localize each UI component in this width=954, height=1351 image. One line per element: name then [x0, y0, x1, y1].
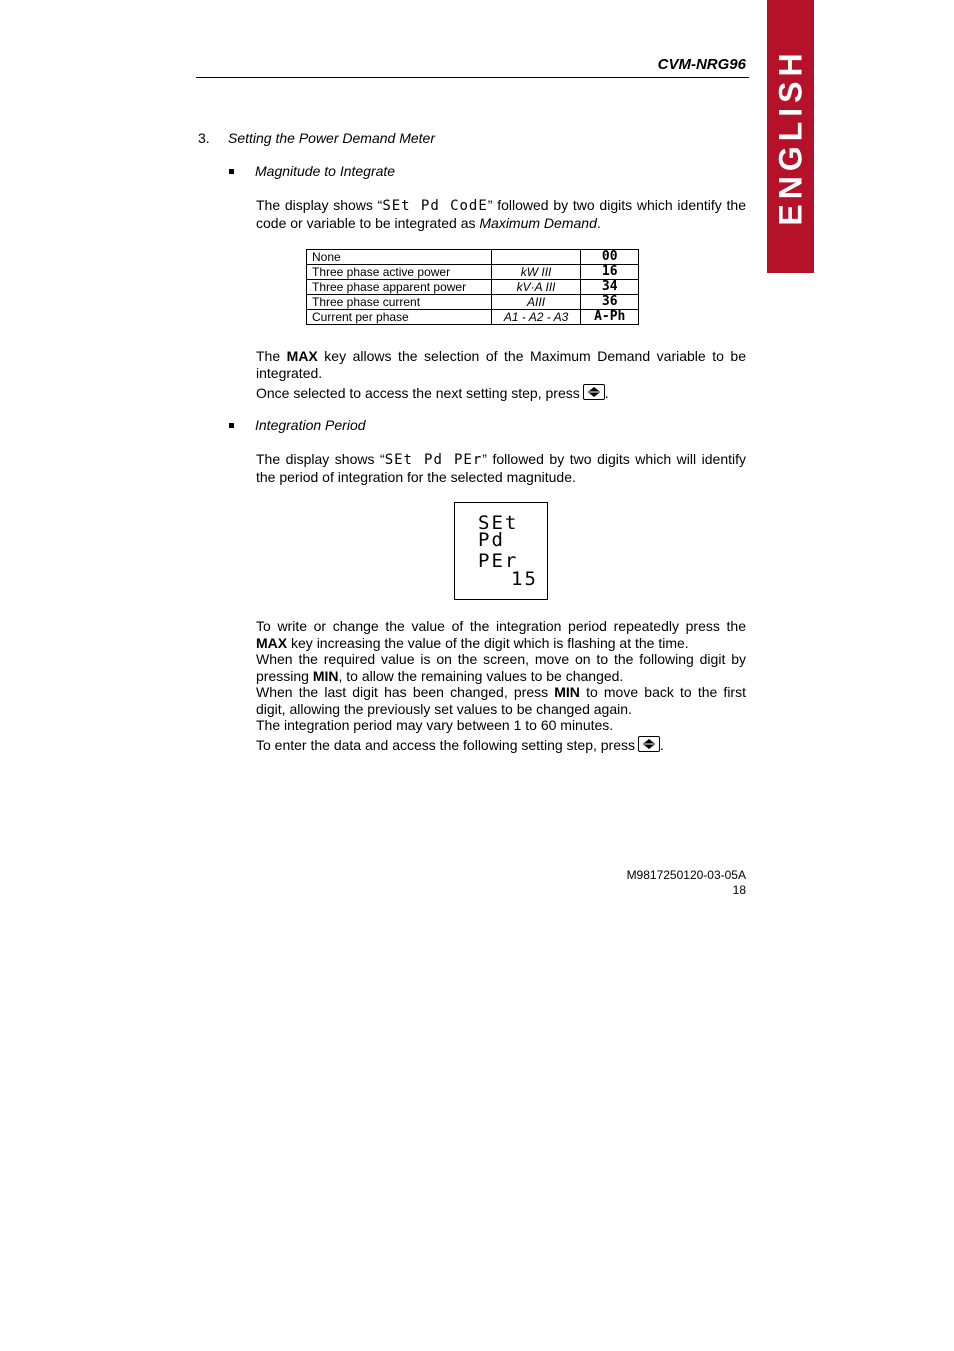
magnitude-code: A-Ph [581, 310, 639, 325]
paragraph-text: When the last digit has been changed, press [256, 684, 555, 700]
document-title: CVM-NRG96 [657, 56, 746, 73]
paragraph-text: Once selected to access the next setting step, press [256, 385, 580, 401]
period-range-note: The integration period may vary between 1 to 60 minutes. [256, 717, 614, 733]
table-row [307, 265, 639, 280]
document-code: M9817250120-03-05A [626, 868, 746, 882]
magnitude-code: 16 [581, 265, 639, 280]
paragraph-text: To enter the data and access the following setting step, press [256, 737, 636, 753]
display-line-3: PEr [478, 550, 519, 572]
table-row [307, 280, 639, 295]
magnitude-name: Three phase apparent power [307, 280, 492, 295]
max-key-label: MAX [286, 348, 318, 364]
intro-text: ” followed by two digits which identify the code or variable to be integrated as [256, 197, 747, 231]
magnitude-name: Current per phase [307, 310, 492, 325]
setup-key-icon [638, 736, 660, 752]
min-key-label: MIN [312, 668, 339, 684]
display-text-set-pd-code: SEt Pd CodE [382, 198, 488, 214]
magnitude-unit: AIII [491, 295, 581, 310]
display-line-1: SEt [478, 512, 519, 534]
section-title: Setting the Power Demand Meter [228, 130, 435, 146]
intro-text: . [596, 215, 601, 231]
display-line-4: 15 [511, 568, 538, 590]
magnitude-code: 36 [581, 295, 639, 310]
language-tab [767, 0, 814, 273]
period-intro [256, 451, 746, 486]
language-tab-label: ENGLISH [772, 47, 808, 226]
table-row [307, 250, 639, 265]
paragraph-text: , to allow the remaining values to be changed. [338, 668, 624, 684]
intro-text: The display shows “ [256, 451, 385, 467]
paragraph-text: When the required value is on the screen, move on to the following digit by pressing [256, 651, 746, 684]
magnitude-code: 00 [581, 250, 639, 265]
intro-text: ” followed by two digits which will identify the period of integration for the selected magnitude. [256, 451, 746, 485]
period-enter-instruction: To enter the data and access the following setting step, press . [256, 737, 664, 753]
table-row [307, 295, 639, 310]
magnitude-unit: kV·A III [491, 280, 581, 295]
bullet-marker [229, 423, 234, 428]
setup-key-icon [583, 384, 605, 400]
paragraph-text: key increasing the value of the digit which is flashing at the time. [287, 635, 689, 651]
display-line-2: Pd [478, 529, 505, 551]
subsection-period-label: Integration Period [255, 417, 366, 433]
meter-display [454, 502, 548, 600]
paragraph-text: to move back to the first digit, allowing the previously set values to be changed again. [256, 684, 746, 717]
table-row [307, 310, 639, 325]
period-next-digit-instruction [256, 651, 746, 685]
period-write-instruction [256, 618, 746, 652]
max-key-label: MAX [256, 635, 288, 651]
min-key-label: MIN [554, 684, 580, 700]
magnitude-unit: A1 - A2 - A3 [491, 310, 581, 325]
magnitude-code: 34 [581, 280, 639, 295]
paragraph-text: The [256, 348, 287, 364]
magnitude-unit [491, 250, 581, 265]
section-number: 3. [198, 130, 210, 146]
magnitude-name: Three phase current [307, 295, 492, 310]
bullet-marker [229, 169, 234, 174]
magnitude-name: None [307, 250, 492, 265]
header-divider [196, 77, 749, 78]
next-step-instruction: Once selected to access the next setting step, press . [256, 385, 609, 401]
page-number: 18 [732, 883, 746, 897]
paragraph-text: key allows the selection of the Maximum Demand variable to be integrated. [256, 348, 746, 381]
magnitude-code-table [306, 249, 639, 325]
intro-emphasis: Maximum Demand [479, 215, 597, 231]
period-last-digit-instruction [256, 684, 746, 718]
intro-text: The display shows “ [256, 197, 383, 213]
magnitude-name: Three phase active power [307, 265, 492, 280]
magnitude-unit: kW III [491, 265, 581, 280]
max-key-description [256, 348, 746, 382]
paragraph-text: To write or change the value of the integration period repeatedly press the [256, 618, 746, 634]
subsection-magnitude-label: Magnitude to Integrate [255, 163, 396, 179]
display-text-set-pd-per: SEt Pd PEr [384, 452, 483, 468]
magnitude-intro [256, 197, 746, 232]
